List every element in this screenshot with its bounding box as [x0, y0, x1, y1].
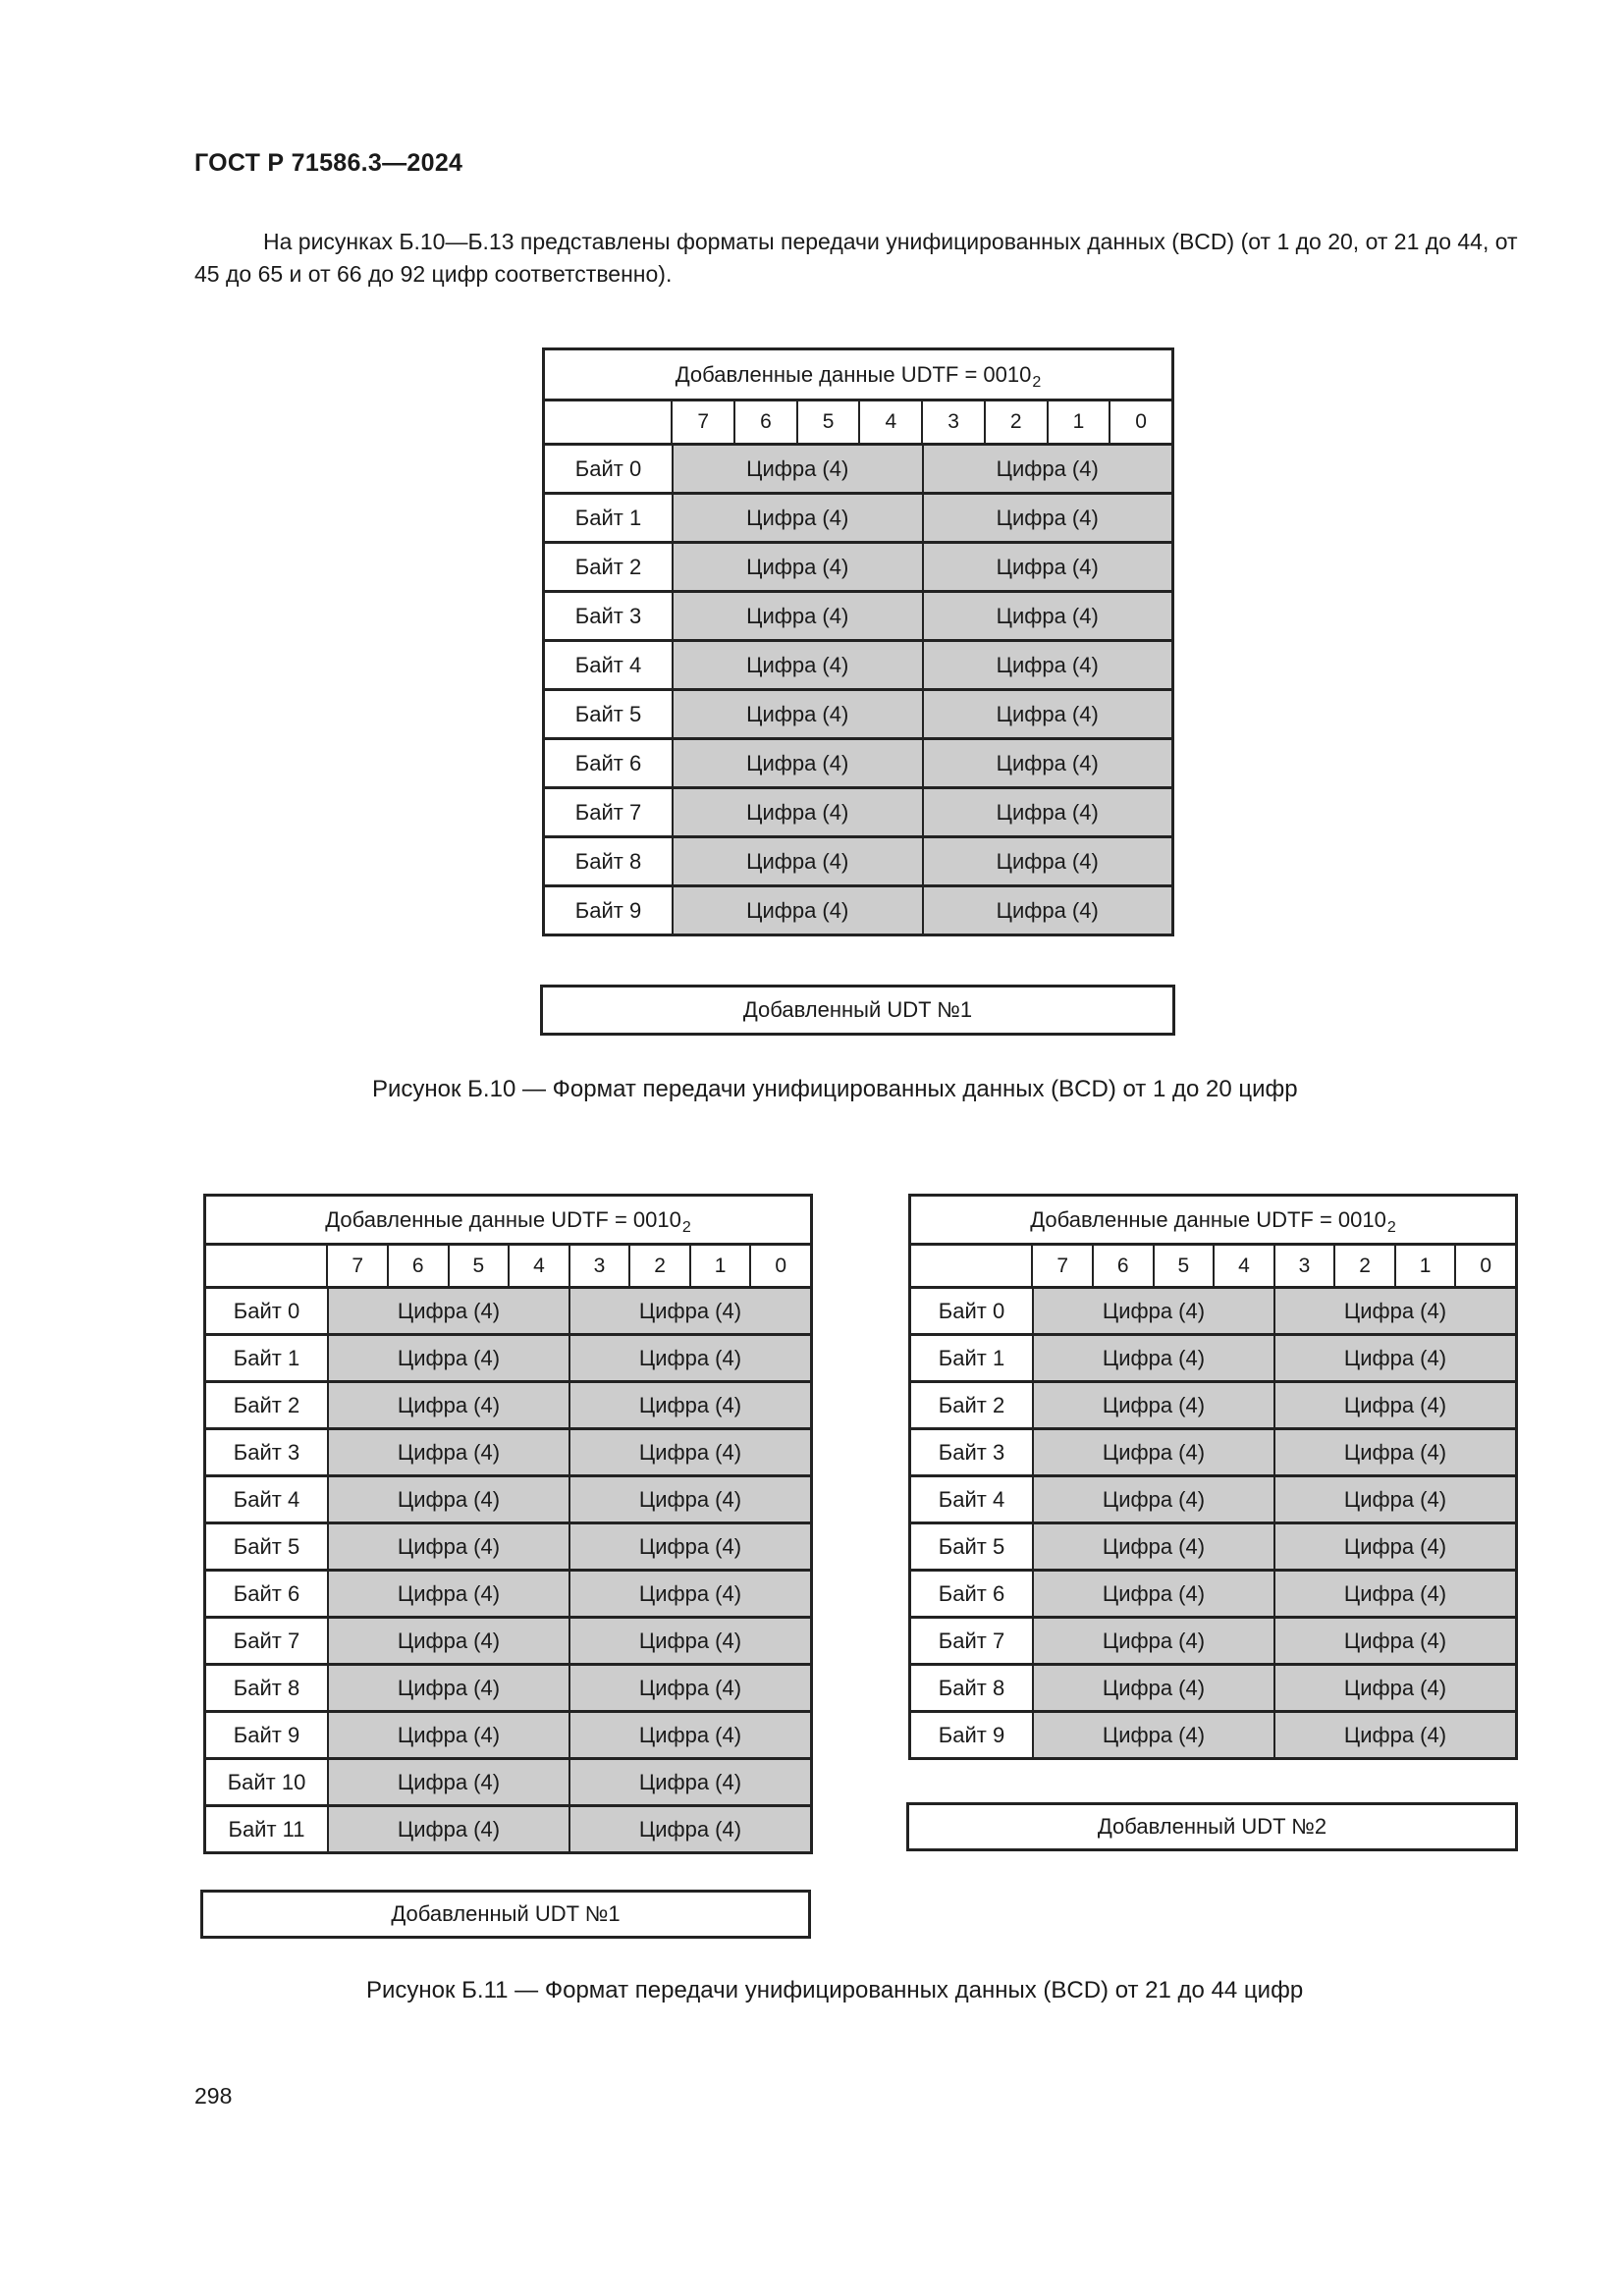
- digit-cell-high: Цифра (4): [327, 1430, 568, 1474]
- digit-cell-low: Цифра (4): [922, 495, 1172, 541]
- byte-row: [542, 639, 1174, 691]
- digit-cell-high: Цифра (4): [327, 1524, 568, 1569]
- byte-row: [203, 1522, 813, 1572]
- bit-header-cell: 4: [858, 401, 921, 443]
- byte-label: Байт 4: [233, 1486, 300, 1512]
- digit-cell-low: Цифра (4): [1273, 1524, 1515, 1569]
- digit-cell-low: Цифра (4): [922, 642, 1172, 688]
- byte-label: Байт 8: [574, 848, 642, 874]
- bit-header-cell: 7: [671, 401, 733, 443]
- bit-header-cell: 7: [326, 1246, 387, 1286]
- byte-label: Байт 0: [574, 455, 642, 481]
- digit-cell-low: Цифра (4): [568, 1383, 810, 1427]
- digit-cell-high: Цифра (4): [327, 1336, 568, 1380]
- bit-header-cell: 2: [628, 1246, 689, 1286]
- digit-cell-high: Цифра (4): [1032, 1383, 1273, 1427]
- digit-cell-high: Цифра (4): [672, 642, 922, 688]
- document-header: ГОСТ Р 71586.3—2024: [194, 149, 463, 177]
- digit-cell-low: Цифра (4): [568, 1619, 810, 1663]
- digit-cell-low: Цифра (4): [1273, 1289, 1515, 1333]
- digit-cell-high: Цифра (4): [327, 1713, 568, 1757]
- table-title-subscript: 2: [1032, 373, 1042, 391]
- digit-cell-high: Цифра (4): [327, 1807, 568, 1851]
- byte-label: Байт 7: [574, 799, 642, 825]
- digit-cell-high: Цифра (4): [327, 1572, 568, 1616]
- digit-cell-low: Цифра (4): [922, 838, 1172, 884]
- byte-row: [908, 1616, 1518, 1666]
- byte-row: [908, 1522, 1518, 1572]
- byte-label: Байт 5: [938, 1533, 1005, 1559]
- bit-header-cell: 5: [796, 401, 859, 443]
- digit-cell-high: Цифра (4): [1032, 1289, 1273, 1333]
- byte-label: Байт 10: [227, 1769, 306, 1794]
- digit-cell-high: Цифра (4): [327, 1760, 568, 1804]
- byte-row: [542, 835, 1174, 887]
- byte-row: [908, 1427, 1518, 1477]
- byte-row: [542, 884, 1174, 936]
- byte-label: Байт 0: [938, 1298, 1005, 1323]
- digit-cell-high: Цифра (4): [672, 691, 922, 737]
- digit-cell-high: Цифра (4): [1032, 1477, 1273, 1522]
- digit-cell-low: Цифра (4): [922, 789, 1172, 835]
- digit-cell-high: Цифра (4): [1032, 1713, 1273, 1757]
- digit-cell-low: Цифра (4): [1273, 1572, 1515, 1616]
- digit-cell-low: Цифра (4): [568, 1666, 810, 1710]
- digit-cell-low: Цифра (4): [568, 1572, 810, 1616]
- digit-cell-low: Цифра (4): [568, 1807, 810, 1851]
- digit-cell-low: Цифра (4): [922, 593, 1172, 639]
- byte-row: [908, 1569, 1518, 1619]
- table-title: [545, 350, 1171, 399]
- digit-cell-low: Цифра (4): [922, 691, 1172, 737]
- digit-cell-high: Цифра (4): [672, 789, 922, 835]
- byte-row: [542, 786, 1174, 838]
- byte-row: [908, 1710, 1518, 1760]
- byte-label: Байт 4: [574, 652, 642, 677]
- digit-cell-low: Цифра (4): [1273, 1336, 1515, 1380]
- bit-header-cell: 3: [921, 401, 984, 443]
- bit-header-blank: [206, 1246, 326, 1286]
- bit-header-cell: 6: [387, 1246, 448, 1286]
- byte-row: [203, 1663, 813, 1713]
- fig10-caption: Рисунок Б.10 — Формат передачи унифицированных данных (BCD) от 1 до 20 цифр: [372, 1076, 1298, 1102]
- byte-label: Байт 2: [233, 1392, 300, 1417]
- digit-cell-high: Цифра (4): [672, 446, 922, 492]
- byte-row: [542, 688, 1174, 740]
- byte-label: Байт 5: [574, 701, 642, 726]
- bit-header-cell: 5: [448, 1246, 509, 1286]
- byte-label: Байт 2: [574, 554, 642, 579]
- byte-row: [908, 1333, 1518, 1383]
- bit-header-cell: 7: [1031, 1246, 1092, 1286]
- digit-cell-low: Цифра (4): [568, 1430, 810, 1474]
- byte-row: [203, 1569, 813, 1619]
- digit-cell-high: Цифра (4): [327, 1666, 568, 1710]
- byte-label: Байт 3: [233, 1439, 300, 1465]
- digit-cell-low: Цифра (4): [1273, 1619, 1515, 1663]
- digit-cell-low: Цифра (4): [568, 1713, 810, 1757]
- byte-label: Байт 8: [233, 1675, 300, 1700]
- bit-header-cell: 4: [508, 1246, 568, 1286]
- byte-row: [203, 1380, 813, 1430]
- byte-row: [203, 1427, 813, 1477]
- byte-label: Байт 9: [574, 897, 642, 923]
- byte-label: Байт 3: [938, 1439, 1005, 1465]
- byte-label: Байт 1: [938, 1345, 1005, 1370]
- byte-row: [542, 443, 1174, 495]
- bit-header-cell: 3: [1273, 1246, 1334, 1286]
- digit-cell-low: Цифра (4): [1273, 1430, 1515, 1474]
- fig11-right-udt-box: Добавленный UDT №2: [906, 1802, 1518, 1851]
- digit-cell-high: Цифра (4): [1032, 1430, 1273, 1474]
- table-title: [911, 1197, 1515, 1243]
- bit-header-cell: 1: [1394, 1246, 1455, 1286]
- byte-label: Байт 8: [938, 1675, 1005, 1700]
- intro-paragraph: На рисунках Б.10—Б.13 представлены форматы передачи унифицированных данных (BCD) (от 1 до 20, от 21 до 44, от 45 до 65 и от 66 до 92 цифр соответственно).: [194, 229, 1518, 287]
- bit-header-blank: [911, 1246, 1031, 1286]
- fig11-caption: Рисунок Б.11 — Формат передачи унифицированных данных (BCD) от 21 до 44 цифр: [366, 1977, 1304, 2003]
- bit-header-cell: 2: [984, 401, 1047, 443]
- byte-label: Байт 7: [938, 1628, 1005, 1653]
- digit-cell-high: Цифра (4): [327, 1477, 568, 1522]
- byte-row: [203, 1757, 813, 1807]
- fig11-left-udt-box: Добавленный UDT №1: [200, 1890, 811, 1939]
- digit-cell-low: Цифра (4): [922, 446, 1172, 492]
- bit-header-cell: 1: [689, 1246, 750, 1286]
- byte-row: [203, 1286, 813, 1336]
- digit-cell-low: Цифра (4): [922, 740, 1172, 786]
- byte-label: Байт 1: [233, 1345, 300, 1370]
- digit-cell-high: Цифра (4): [327, 1383, 568, 1427]
- table-title: [206, 1197, 810, 1243]
- digit-cell-low: Цифра (4): [568, 1524, 810, 1569]
- bit-header-cell: 6: [733, 401, 796, 443]
- fig10-udt-box: Добавленный UDT №1: [540, 985, 1175, 1036]
- digit-cell-low: Цифра (4): [1273, 1713, 1515, 1757]
- byte-row: [542, 590, 1174, 642]
- digit-cell-low: Цифра (4): [1273, 1477, 1515, 1522]
- digit-cell-low: Цифра (4): [1273, 1666, 1515, 1710]
- bit-header-cell: 1: [1047, 401, 1110, 443]
- byte-label: Байт 6: [938, 1580, 1005, 1606]
- byte-label: Байт 0: [233, 1298, 300, 1323]
- digit-cell-low: Цифра (4): [568, 1760, 810, 1804]
- byte-label: Байт 4: [938, 1486, 1005, 1512]
- byte-row: [203, 1474, 813, 1524]
- bit-header-blank: [545, 401, 671, 443]
- digit-cell-high: Цифра (4): [1032, 1572, 1273, 1616]
- table-title-subscript: 2: [681, 1218, 691, 1236]
- byte-row: [203, 1616, 813, 1666]
- digit-cell-low: Цифра (4): [568, 1289, 810, 1333]
- byte-row: [203, 1710, 813, 1760]
- digit-cell-low: Цифра (4): [1273, 1383, 1515, 1427]
- byte-label: Байт 11: [228, 1816, 305, 1842]
- table-title-text: Добавленные данные UDTF = 0010: [675, 361, 1032, 387]
- digit-cell-high: Цифра (4): [1032, 1524, 1273, 1569]
- byte-row: [908, 1380, 1518, 1430]
- byte-row: [203, 1804, 813, 1854]
- byte-label: Байт 1: [574, 505, 642, 530]
- bit-header-cell: 4: [1213, 1246, 1273, 1286]
- bit-header-cell: 0: [749, 1246, 810, 1286]
- table-title-text: Добавленные данные UDTF = 0010: [325, 1206, 681, 1232]
- byte-label: Байт 2: [938, 1392, 1005, 1417]
- byte-row: [542, 541, 1174, 593]
- byte-label: Байт 9: [938, 1722, 1005, 1747]
- table-title-text: Добавленные данные UDTF = 0010: [1030, 1206, 1386, 1232]
- digit-cell-low: Цифра (4): [568, 1336, 810, 1380]
- byte-row: [908, 1663, 1518, 1713]
- byte-row: [542, 492, 1174, 544]
- bit-header-cell: 2: [1333, 1246, 1394, 1286]
- digit-cell-high: Цифра (4): [672, 740, 922, 786]
- digit-cell-high: Цифра (4): [1032, 1619, 1273, 1663]
- byte-row: [542, 737, 1174, 789]
- digit-cell-high: Цифра (4): [672, 544, 922, 590]
- page-number: 298: [194, 2083, 233, 2109]
- digit-cell-high: Цифра (4): [1032, 1336, 1273, 1380]
- byte-row: [908, 1286, 1518, 1336]
- bit-header-cell: 5: [1153, 1246, 1214, 1286]
- byte-label: Байт 6: [574, 750, 642, 775]
- byte-row: [203, 1333, 813, 1383]
- byte-label: Байт 6: [233, 1580, 300, 1606]
- bit-header-cell: 6: [1092, 1246, 1153, 1286]
- bit-header-cell: 0: [1454, 1246, 1515, 1286]
- digit-cell-low: Цифра (4): [922, 544, 1172, 590]
- byte-label: Байт 9: [233, 1722, 300, 1747]
- digit-cell-high: Цифра (4): [672, 887, 922, 934]
- digit-cell-high: Цифра (4): [672, 495, 922, 541]
- byte-label: Байт 3: [574, 603, 642, 628]
- bit-header-cell: 0: [1109, 401, 1171, 443]
- table-title-subscript: 2: [1386, 1218, 1396, 1236]
- digit-cell-high: Цифра (4): [327, 1289, 568, 1333]
- digit-cell-high: Цифра (4): [672, 593, 922, 639]
- byte-row: [908, 1474, 1518, 1524]
- byte-label: Байт 7: [233, 1628, 300, 1653]
- digit-cell-high: Цифра (4): [327, 1619, 568, 1663]
- digit-cell-high: Цифра (4): [1032, 1666, 1273, 1710]
- digit-cell-low: Цифра (4): [922, 887, 1172, 934]
- bit-header-cell: 3: [568, 1246, 629, 1286]
- digit-cell-high: Цифра (4): [672, 838, 922, 884]
- byte-label: Байт 5: [233, 1533, 300, 1559]
- digit-cell-low: Цифра (4): [568, 1477, 810, 1522]
